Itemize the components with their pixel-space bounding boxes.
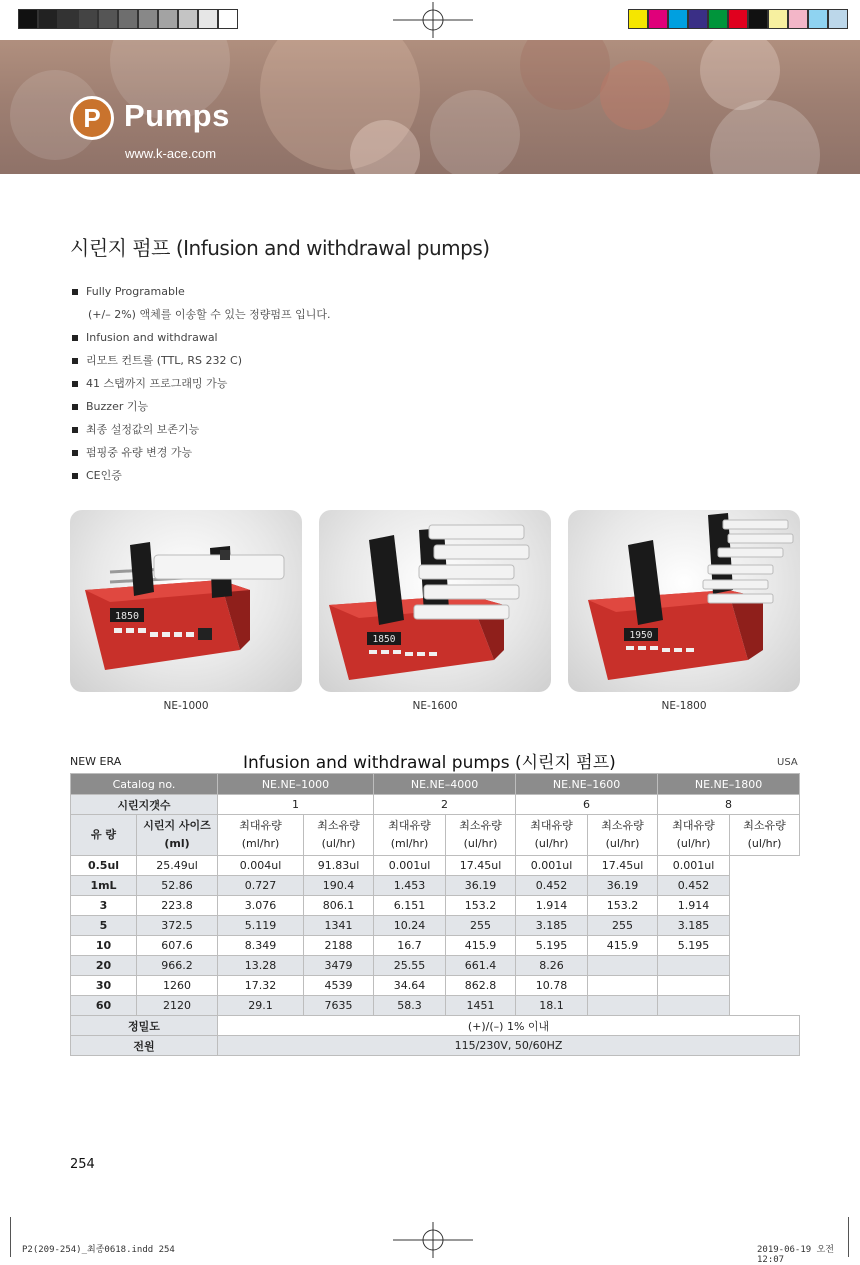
syringe-count: 1 (218, 795, 374, 815)
unit-header-unit: (ml/hr) (390, 837, 429, 850)
power-value: 115/230V, 50/60HZ (218, 1036, 800, 1056)
flow-rate-cell (588, 996, 658, 1016)
table-header-row (71, 774, 800, 795)
unit-header-name: 최대유량 (672, 819, 715, 832)
flow-rate-cell: 0.727 (218, 876, 304, 896)
page-number: 254 (70, 1157, 95, 1172)
accuracy-value: (+)/(–) 1% 이내 (218, 1016, 800, 1036)
flow-rate-cell: 3479 (304, 956, 374, 976)
registration-mark-bottom (393, 1222, 473, 1258)
feature-item: 41 스탭까지 프로그래밍 가능 (70, 375, 330, 398)
flow-rate-cell: 607.6 (137, 936, 218, 956)
country-of-origin: USA (777, 757, 798, 768)
color-swatch (828, 9, 848, 29)
feature-item: 리모트 컨트롤 (TTL, RS 232 C) (70, 352, 330, 375)
color-swatch (218, 9, 238, 29)
syringe-size: 10 (71, 936, 137, 956)
print-timestamp: 2019-06-19 오전 12:07 (757, 1245, 834, 1265)
flow-rate-row (71, 896, 800, 916)
color-swatch (788, 9, 808, 29)
power-label: 전원 (71, 1036, 218, 1056)
product-photo-ne-1000 (70, 510, 302, 692)
flow-rate-row (71, 976, 800, 996)
crop-mark (10, 1217, 11, 1257)
unit-header-unit: (ul/hr) (676, 837, 711, 850)
flow-rate-cell: 16.7 (374, 936, 446, 956)
bokeh-decoration (710, 100, 820, 174)
flow-rate-cell: 1260 (137, 976, 218, 996)
flow-rate-cell: 0.004ul (218, 856, 304, 876)
unit-header (304, 815, 374, 856)
unit-header-name: 최대유량 (239, 819, 282, 832)
syringe-size: 20 (71, 956, 137, 976)
flow-rate-cell: 0.001ul (658, 856, 730, 876)
flow-rate-cell: 7635 (304, 996, 374, 1016)
color-swatch (98, 9, 118, 29)
flow-rate-cell: 3.185 (658, 916, 730, 936)
color-swatch (118, 9, 138, 29)
bokeh-decoration (520, 40, 610, 110)
flow-rate-cell: 4539 (304, 976, 374, 996)
flow-rate-cell: 29.1 (218, 996, 304, 1016)
brand-name: NEW ERA (70, 755, 122, 768)
product-photo-ne-1800 (568, 510, 800, 692)
section-icon: P (70, 96, 114, 140)
color-swatch (728, 9, 748, 29)
feature-item: Infusion and withdrawal (70, 329, 330, 352)
flow-rate-cell: 36.19 (446, 876, 516, 896)
unit-header (374, 815, 446, 856)
flow-rate-cell (588, 976, 658, 996)
color-swatch (668, 9, 688, 29)
unit-header-unit: (ul/hr) (534, 837, 569, 850)
flow-rate-cell: 0.452 (658, 876, 730, 896)
syringe-count-row (71, 795, 800, 815)
syringe-count: 2 (374, 795, 516, 815)
file-slug: P2(209-254)_최종0618.indd 254 (22, 1245, 175, 1255)
flow-rate-cell: 415.9 (588, 936, 658, 956)
syringe-size: 5 (71, 916, 137, 936)
pump-display: 1950 (629, 630, 653, 641)
bokeh-decoration (600, 60, 670, 130)
flow-rate-cell: 153.2 (588, 896, 658, 916)
feature-item: (+/– 2%) 액체를 이송할 수 있는 정량펌프 입니다. (88, 308, 331, 321)
unit-header-unit: (ul/hr) (463, 837, 498, 850)
color-swatch (748, 9, 768, 29)
flow-rate-cell: 25.55 (374, 956, 446, 976)
model-header: NE.NE–1000 (218, 774, 374, 795)
unit-header (446, 815, 516, 856)
feature-item: 최종 설정값의 보존기능 (70, 421, 330, 444)
flow-rate-cell: 8.349 (218, 936, 304, 956)
product-photo-ne-1600 (319, 510, 551, 692)
unit-header (730, 815, 800, 856)
flow-rate-cell: 17.45ul (588, 856, 658, 876)
flow-rate-cell: 17.45ul (446, 856, 516, 876)
unit-header (218, 815, 304, 856)
flow-rate-cell: 17.32 (218, 976, 304, 996)
feature-list (70, 283, 330, 490)
flow-rate-cell: 36.19 (588, 876, 658, 896)
unit-header-name: 최소유량 (317, 819, 360, 832)
flow-rate-cell: 255 (588, 916, 658, 936)
flow-rate-cell: 52.86 (137, 876, 218, 896)
flow-rate-cell: 18.1 (516, 996, 588, 1016)
product-label: NE-1800 (661, 700, 707, 712)
syringe-count: 6 (516, 795, 658, 815)
flow-rate-cell: 91.83ul (304, 856, 374, 876)
flow-rate-row (71, 916, 800, 936)
flow-rate-cell: 3.185 (516, 916, 588, 936)
flow-rate-cell: 190.4 (304, 876, 374, 896)
registration-mark-top (393, 2, 473, 38)
flow-rate-row (71, 856, 800, 876)
accuracy-label: 정밀도 (71, 1016, 218, 1036)
flow-rate-cell: 966.2 (137, 956, 218, 976)
flow-rate-cell: 13.28 (218, 956, 304, 976)
syringe-size-header-line2: (ml) (164, 837, 190, 850)
model-header: NE.NE–1600 (516, 774, 658, 795)
flow-rate-cell (658, 956, 730, 976)
flow-rate-row (71, 956, 800, 976)
flow-rate-cell: 223.8 (137, 896, 218, 916)
flow-rate-cell: 806.1 (304, 896, 374, 916)
color-swatch (138, 9, 158, 29)
flow-rate-cell: 1.914 (516, 896, 588, 916)
flow-rate-cell: 0.452 (516, 876, 588, 896)
flow-rate-cell (658, 976, 730, 996)
unit-header-unit: (ul/hr) (321, 837, 356, 850)
unit-header-unit: (ul/hr) (747, 837, 782, 850)
table-title: Infusion and withdrawal pumps (시린지 펌프) (243, 753, 616, 773)
feature-item: 펌핑중 유량 변경 가능 (70, 444, 330, 467)
flow-rate-row (71, 936, 800, 956)
unit-header-name: 최소유량 (459, 819, 502, 832)
color-swatch (648, 9, 668, 29)
unit-header (516, 815, 588, 856)
power-row (71, 1036, 800, 1056)
color-swatch (78, 9, 98, 29)
flow-rate-cell: 415.9 (446, 936, 516, 956)
color-swatch (18, 9, 38, 29)
unit-header-name: 최대유량 (530, 819, 573, 832)
syringe-count-label: 시린지갯수 (71, 795, 218, 815)
flow-rate-cell: 25.49ul (137, 856, 218, 876)
flow-rate-cell: 862.8 (446, 976, 516, 996)
flow-rate-row (71, 996, 800, 1016)
color-swatch (808, 9, 828, 29)
color-swatch (178, 9, 198, 29)
pump-display: 1850 (114, 611, 140, 622)
flow-rate-cell: 3.076 (218, 896, 304, 916)
model-header: NE.NE–4000 (374, 774, 516, 795)
flow-rate-cell: 5.195 (658, 936, 730, 956)
flow-rate-cell: 1.914 (658, 896, 730, 916)
flow-rate-cell (658, 996, 730, 1016)
color-swatch (768, 9, 788, 29)
flow-rate-cell: 2120 (137, 996, 218, 1016)
flow-rate-cell: 10.78 (516, 976, 588, 996)
flow-rate-cell (588, 956, 658, 976)
flow-rate-cell: 5.119 (218, 916, 304, 936)
feature-item: Buzzer 기능 (70, 398, 330, 421)
color-swatch (38, 9, 58, 29)
syringe-size: 3 (71, 896, 137, 916)
flow-rate-cell: 6.151 (374, 896, 446, 916)
color-swatch (708, 9, 728, 29)
syringe-count: 8 (658, 795, 800, 815)
gray-color-bar (18, 9, 238, 31)
section-title: Pumps (124, 98, 230, 133)
color-swatch (158, 9, 178, 29)
feature-item: CE인증 (70, 467, 330, 490)
flow-rate-cell: 10.24 (374, 916, 446, 936)
unit-header-name: 최대유량 (388, 819, 431, 832)
syringe-size-header-line1: 시린지 사이즈 (143, 819, 211, 832)
process-color-bar (628, 9, 848, 31)
flow-rate-cell: 0.001ul (374, 856, 446, 876)
color-swatch (628, 9, 648, 29)
page-title: 시린지 펌프 (Infusion and withdrawal pumps) (70, 236, 490, 260)
flow-rate-cell: 1341 (304, 916, 374, 936)
flow-rate-cell: 1451 (446, 996, 516, 1016)
unit-header-name: 최소유량 (601, 819, 644, 832)
syringe-size: 60 (71, 996, 137, 1016)
flow-rate-cell: 255 (446, 916, 516, 936)
bokeh-decoration (430, 90, 520, 174)
flow-rate-row (71, 876, 800, 896)
syringe-size: 1mL (71, 876, 137, 896)
unit-header (588, 815, 658, 856)
flow-rate-cell: 372.5 (137, 916, 218, 936)
flow-rate-cell: 8.26 (516, 956, 588, 976)
catalog-label: Catalog no. (71, 774, 218, 795)
flow-rate-cell: 0.001ul (516, 856, 588, 876)
product-label: NE-1600 (412, 700, 458, 712)
flow-rate-cell: 661.4 (446, 956, 516, 976)
unit-header-unit: (ul/hr) (605, 837, 640, 850)
unit-header-unit: (ml/hr) (241, 837, 280, 850)
flow-rate-cell: 1.453 (374, 876, 446, 896)
flow-rate-cell: 153.2 (446, 896, 516, 916)
unit-header-name: 최소유량 (743, 819, 786, 832)
syringe-size: 30 (71, 976, 137, 996)
syringe-size: 0.5ul (71, 856, 137, 876)
website-url: www.k-ace.com (125, 146, 217, 161)
unit-header-row (71, 815, 800, 856)
flow-rate-cell: 58.3 (374, 996, 446, 1016)
color-swatch (58, 9, 78, 29)
flow-rate-cell: 5.195 (516, 936, 588, 956)
syringe-size-header (137, 815, 218, 856)
product-label: NE-1000 (163, 700, 209, 712)
color-swatch (688, 9, 708, 29)
unit-header (658, 815, 730, 856)
accuracy-row (71, 1016, 800, 1036)
feature-item: Fully Programable (70, 283, 330, 306)
model-header: NE.NE–1800 (658, 774, 800, 795)
color-swatch (198, 9, 218, 29)
pump-display: 1850 (372, 634, 396, 645)
flow-rate-cell: 2188 (304, 936, 374, 956)
flow-rate-cell: 34.64 (374, 976, 446, 996)
flow-rate-label: 유 량 (71, 815, 137, 856)
specification-table (70, 773, 800, 1056)
